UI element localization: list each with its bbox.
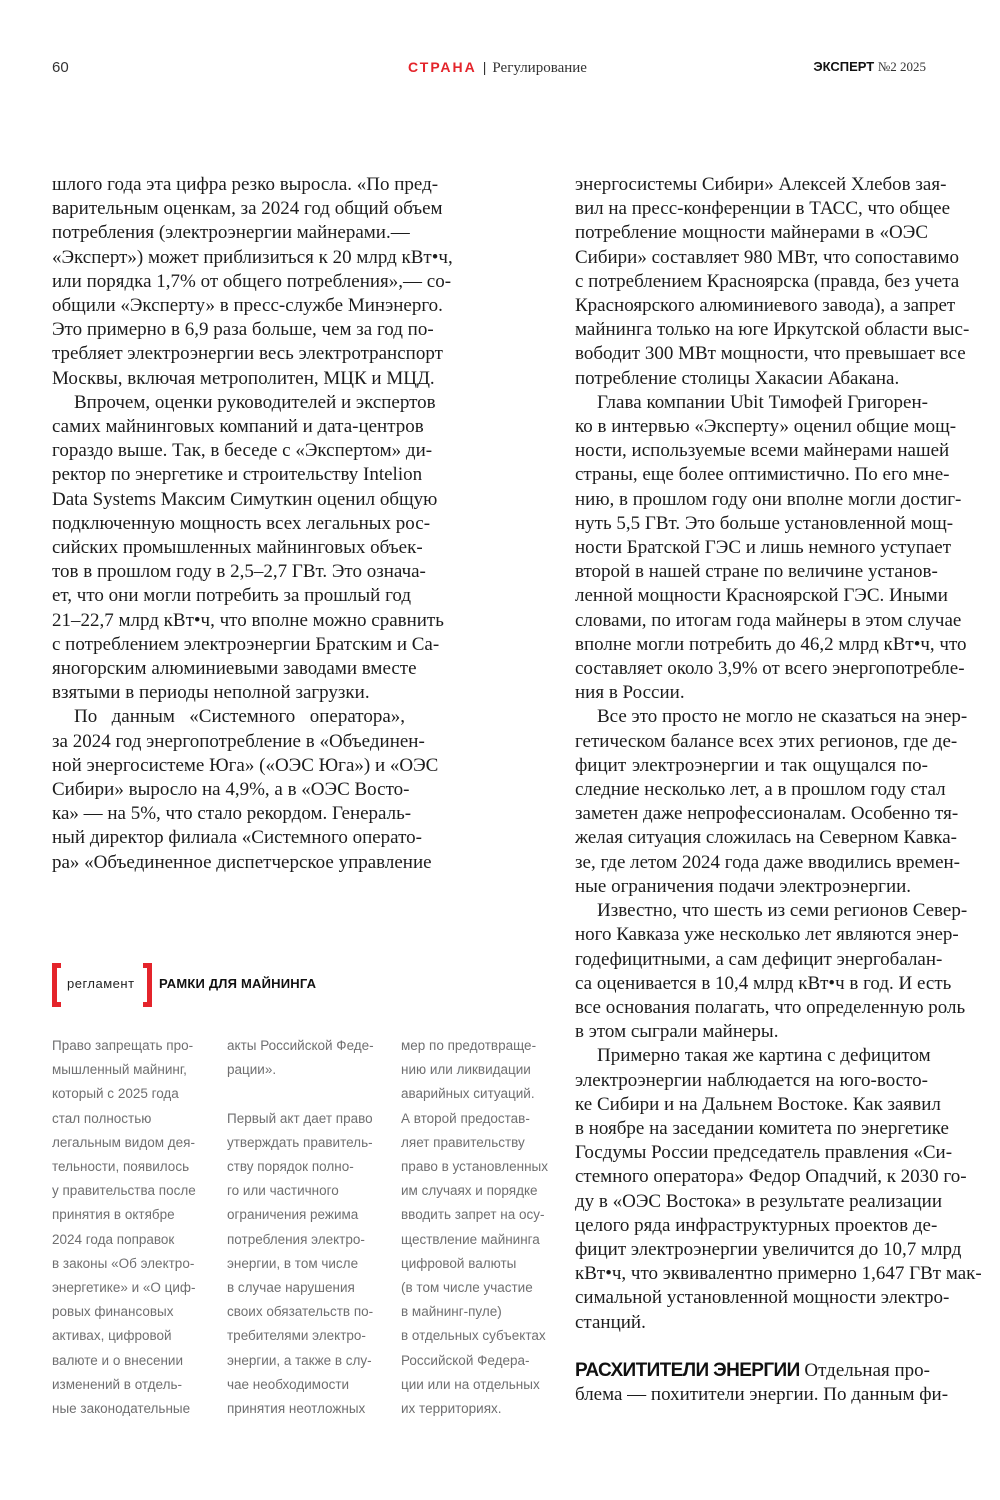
left-paragraph-1 bbox=[52, 173, 453, 391]
text-line: са оценивается в 10,4 млрд кВт•ч в год. И есть bbox=[575, 972, 952, 994]
text-line: ет, что они могли потребить за прошлый год bbox=[52, 585, 412, 607]
text-line: потребления (электроэнергии майнерами.— bbox=[52, 222, 410, 244]
text-line: Глава компании Ubit Тимофей Григорен- bbox=[597, 391, 928, 413]
text-line: вободит 300 МВт мощности, что превышает все bbox=[575, 343, 966, 365]
sidebar-line: вводить запрет на осу- bbox=[401, 1207, 545, 1223]
sidebar-line: потребления электро- bbox=[227, 1231, 365, 1247]
text-line: ду в «ОЭС Востока» в результате реализации bbox=[575, 1190, 942, 1212]
sidebar-line: своих обязательств по- bbox=[227, 1304, 374, 1320]
sidebar-line: Первый акт дает право bbox=[227, 1110, 373, 1126]
text-line: второй в нашей стране по величине установ- bbox=[575, 561, 938, 583]
sidebar-line: активах, цифровой bbox=[52, 1328, 172, 1344]
subsection-start bbox=[575, 1359, 949, 1407]
text-line: фицит электроэнергии увеличится до 10,7 млрд bbox=[575, 1238, 962, 1260]
text-line: гетическом балансе всех этих регионов, где де- bbox=[575, 730, 958, 752]
sidebar-line: их территориях. bbox=[401, 1401, 502, 1417]
text-line: в ноябре на заседании комитета по энергетике bbox=[575, 1117, 949, 1139]
text-line: ной энергосистеме Юга» («ОЭС Юга») и «ОЭС bbox=[52, 754, 439, 776]
sidebar-line: А второй предостав- bbox=[401, 1110, 530, 1126]
sidebar-line: (в том числе участие bbox=[401, 1280, 533, 1296]
text-line: майнинга только на юге Иркутской области выс- bbox=[575, 319, 970, 341]
text-line: Это примерно в 6,9 раза больше, чем за год по- bbox=[52, 319, 434, 341]
sidebar-line: Российской Федера- bbox=[401, 1352, 530, 1368]
text-line: вил на пресс-конференции в ТАСС, что общее bbox=[575, 198, 951, 220]
text-line: ния в России. bbox=[575, 682, 685, 704]
sidebar-label-bracket bbox=[52, 963, 152, 1007]
text-line: самих майнинговых компаний и дата-центров bbox=[52, 416, 424, 438]
sidebar-line: ные законодательные bbox=[52, 1401, 191, 1417]
section-separator: | bbox=[482, 59, 487, 75]
text-line: потребление мощности майнерами в «ОЭС bbox=[575, 222, 928, 244]
text-line: с потреблением электроэнергии Братским и Са- bbox=[52, 633, 440, 655]
running-header bbox=[0, 59, 1000, 79]
section-heading bbox=[408, 59, 587, 77]
text-line: все основания полагать, что определенную роль bbox=[575, 996, 966, 1018]
sidebar-line: 2024 года поправок bbox=[52, 1231, 175, 1247]
text-line: стемного оператора» Федор Опадчий, к 2030 го- bbox=[575, 1166, 967, 1188]
text-line: словами, по итогам года майнеры в этом случае bbox=[575, 609, 962, 631]
sidebar-line: стал полностью bbox=[52, 1110, 152, 1126]
sidebar-line: в случае нарушения bbox=[227, 1280, 355, 1296]
text-line: Примерно такая же картина с дефицитом bbox=[597, 1045, 931, 1067]
right-paragraph-5 bbox=[575, 1044, 982, 1334]
text-line: Красноярского алюминиевого завода), а запрет bbox=[575, 295, 956, 317]
sidebar-line: ляет правительству bbox=[401, 1134, 525, 1150]
text-line: в этом сыграли майнеры. bbox=[575, 1021, 779, 1043]
sidebar-line: право в установленных bbox=[401, 1159, 548, 1175]
text-line: ного Кавказа уже несколько лет являются энер- bbox=[575, 924, 959, 946]
section-rubric: Регулирование bbox=[492, 60, 587, 76]
sidebar-line: мышленный майнинг, bbox=[52, 1062, 187, 1078]
issue-number: №2 2025 bbox=[877, 59, 926, 74]
sidebar-line: в отдельных субъектах bbox=[401, 1328, 546, 1344]
text-line: По данным «Системного оператора», bbox=[74, 706, 405, 728]
text-line: гораздо выше. Так, в беседе с «Экспертом» ди- bbox=[52, 440, 433, 462]
text-line: требляет электроэнергии весь электротранспорт bbox=[52, 343, 443, 365]
text-line: ке Сибири и на Дальнем Востоке. Как заявил bbox=[575, 1093, 941, 1115]
text-line: взятыми в периоды неполной загрузки. bbox=[52, 682, 370, 704]
text-line: электроэнергии наблюдается на юго-восто- bbox=[575, 1069, 928, 1091]
text-line: зе, где летом 2024 года даже вводились времен- bbox=[575, 851, 961, 873]
text-line: ка» — на 5%, что стало рекордом. Генераль- bbox=[52, 803, 412, 825]
sidebar-line: Право запрещать про- bbox=[52, 1038, 194, 1053]
sidebar-line: акты Российской Феде- bbox=[227, 1038, 374, 1053]
sidebar-line: ществление майнинга bbox=[401, 1231, 540, 1247]
text-line: фицит электроэнергии и так ощущался по- bbox=[575, 754, 928, 776]
sidebar-line: принятия в октябре bbox=[52, 1207, 175, 1223]
sidebar-line: нию или ликвидации bbox=[401, 1062, 531, 1078]
text-line: ные ограничения подачи электроэнергии. bbox=[575, 875, 912, 897]
text-line: станций. bbox=[575, 1311, 646, 1333]
right-column bbox=[575, 173, 982, 1407]
sidebar-column-3 bbox=[401, 1034, 548, 1421]
sidebar-line: энергетике» и «О циф- bbox=[52, 1280, 196, 1296]
text-line: сийских промышленных майнинговых объек- bbox=[52, 537, 423, 559]
left-paragraph-3 bbox=[52, 705, 439, 874]
text-line: ленной мощности Красноярской ГЭС. Иными bbox=[575, 585, 948, 607]
text-line: шлого года эта цифра резко выросла. «По пред- bbox=[52, 174, 439, 195]
sidebar-line: энергии, в том числе bbox=[227, 1255, 359, 1271]
paragraph-gap bbox=[227, 1082, 374, 1106]
issue-info bbox=[813, 59, 926, 75]
sidebar-line: энергии, а также в слу- bbox=[227, 1352, 372, 1368]
sidebar-line: рации». bbox=[227, 1062, 277, 1078]
sidebar-line: им случаях и порядке bbox=[401, 1183, 538, 1199]
sidebar-line: который с 2025 года bbox=[52, 1086, 179, 1102]
text-line: кВт•ч, что эквивалентно примерно 1,647 ГВт мак- bbox=[575, 1263, 982, 1285]
sidebar-line: у правительства после bbox=[52, 1183, 196, 1199]
sidebar-line: цифровой валюты bbox=[401, 1255, 517, 1271]
sidebar-line: ограничения режима bbox=[227, 1207, 359, 1223]
sidebar-line: го или частичного bbox=[227, 1183, 339, 1199]
text-line: целого ряда инфраструктурных проектов де- bbox=[575, 1214, 938, 1236]
sidebar-line: принятия неотложных bbox=[227, 1401, 366, 1417]
text-line: Госдумы России председатель правления «Си- bbox=[575, 1142, 953, 1164]
sidebar-line: тельности, появилось bbox=[52, 1159, 190, 1175]
text-line: Все это просто не могло не сказаться на энер- bbox=[597, 706, 968, 728]
text-line: Сибири» выросло на 4,9%, а в «ОЭС Восто- bbox=[52, 779, 410, 801]
text-line: симальной установленной мощности электро- bbox=[575, 1287, 950, 1309]
text-line: яногорским алюминиевыми заводами вместе bbox=[52, 658, 417, 680]
text-line: с потреблением Красноярска (правда, без учета bbox=[575, 270, 960, 292]
sidebar-line: ству порядок полно- bbox=[227, 1159, 354, 1174]
sidebar-line: валюте и о внесении bbox=[52, 1352, 184, 1368]
text-line: вполне могли потребить до 46,2 млрд кВт•ч, что bbox=[575, 633, 967, 655]
sidebar-line: легальным видом дея- bbox=[52, 1134, 195, 1150]
text-line: ра» «Объединенное диспетчерское управление bbox=[52, 851, 432, 873]
text-line: Москвы, включая метрополитен, МЦК и МЦД. bbox=[52, 367, 435, 389]
subsection-text: Отдельная про- bbox=[799, 1359, 931, 1381]
sidebar-line: мер по предотвраще- bbox=[401, 1038, 537, 1053]
sidebar-line: в майнинг-пуле) bbox=[401, 1304, 502, 1320]
text-line: или порядка 1,7% от общего потребления»,— со- bbox=[52, 270, 452, 292]
text-line: Впрочем, оценки руководителей и экспертов bbox=[74, 391, 436, 413]
left-bracket bbox=[52, 963, 61, 1007]
sidebar-line: изменений в отдель- bbox=[52, 1376, 182, 1392]
sidebar-line: ции или на отдельных bbox=[401, 1376, 540, 1392]
sidebar-line: в законы «Об электро- bbox=[52, 1255, 195, 1271]
text-line: нуть 5,5 ГВт. Это больше установленной мощ- bbox=[575, 512, 954, 534]
text-line: общили «Эксперту» в пресс-службе Минэнерго. bbox=[52, 295, 443, 317]
text-line: годефицитными, а сам дефицит энергобалан- bbox=[575, 948, 943, 970]
text-line: составляет около 3,9% от всего энергопотребле- bbox=[575, 658, 965, 680]
text-line: страны, еще более оптимистично. По его мне- bbox=[575, 464, 950, 486]
sidebar-label: регламент bbox=[67, 976, 135, 991]
text-line: энергосистемы Сибири» Алексей Хлебов зая- bbox=[575, 174, 947, 195]
text-line: подключенную мощность всех легальных рос- bbox=[52, 512, 431, 534]
text-line: 21–22,7 млрд кВт•ч, что вполне можно сравнить bbox=[52, 609, 444, 631]
text-line: заметен даже непрофессионалам. Особенно тя- bbox=[575, 803, 959, 825]
text-line: ко в интервью «Эксперту» оценил общие мощ- bbox=[575, 416, 957, 438]
sidebar-line: утверждать правитель- bbox=[227, 1134, 373, 1150]
text-line: ректор по энергетике и строительству Intelion bbox=[52, 464, 423, 486]
left-paragraph-2 bbox=[52, 391, 444, 706]
sidebar-column-1 bbox=[52, 1034, 196, 1421]
left-column bbox=[52, 173, 453, 875]
text-line: блема — похитители энергии. По данным фи- bbox=[575, 1383, 949, 1405]
page-number: 60 bbox=[52, 59, 69, 76]
section-name: СТРАНА bbox=[408, 59, 477, 75]
text-line: ности, используемые всеми майнерами нашей bbox=[575, 440, 950, 462]
sidebar-title: РАМКИ ДЛЯ МАЙНИНГА bbox=[159, 976, 317, 991]
text-line: нию, в прошлом году они вполне могли достиг- bbox=[575, 488, 962, 510]
text-line: Data Systems Максим Симуткин оценил общую bbox=[52, 488, 438, 510]
text-line: ный директор филиала «Системного операто- bbox=[52, 827, 422, 849]
sidebar-line: аварийных ситуаций. bbox=[401, 1086, 535, 1102]
right-paragraph-4 bbox=[575, 899, 968, 1044]
text-line: ности Братской ГЭС и лишь немного уступает bbox=[575, 537, 952, 559]
sidebar-line: требителями электро- bbox=[227, 1328, 366, 1344]
sidebar-line: чае необходимости bbox=[227, 1376, 350, 1392]
text-line: варительным оценкам, за 2024 год общий объем bbox=[52, 198, 443, 220]
text-line: «Эксперт») может приблизиться к 20 млрд кВт•ч, bbox=[52, 246, 453, 268]
text-line: Сибири» составляет 980 МВт, что сопоставимо bbox=[575, 246, 960, 268]
text-line: желая ситуация сложилась на Северном Кавка- bbox=[575, 827, 957, 849]
text-line: Известно, что шесть из семи регионов Север- bbox=[597, 900, 968, 922]
sidebar-column-2 bbox=[227, 1034, 374, 1421]
text-line: потребление столицы Хакасии Абакана. bbox=[575, 367, 900, 389]
sidebar-line: ровых финансовых bbox=[52, 1304, 174, 1320]
magazine-name: ЭКСПЕРТ bbox=[813, 59, 875, 74]
right-paragraph-2 bbox=[575, 391, 967, 706]
right-paragraph-1 bbox=[575, 173, 970, 391]
text-line bbox=[575, 1359, 931, 1383]
right-paragraph-3 bbox=[575, 705, 968, 899]
text-line: следние несколько лет, а в прошлом году стал bbox=[575, 779, 946, 801]
right-bracket bbox=[143, 963, 152, 1007]
text-line: тов в прошлом году в 2,5–2,7 ГВт. Это означа- bbox=[52, 561, 426, 583]
text-line: за 2024 год энергопотребление в «Объединен- bbox=[52, 730, 425, 752]
subsection-heading: РАСХИТИТЕЛИ ЭНЕРГИИ bbox=[575, 1359, 800, 1381]
